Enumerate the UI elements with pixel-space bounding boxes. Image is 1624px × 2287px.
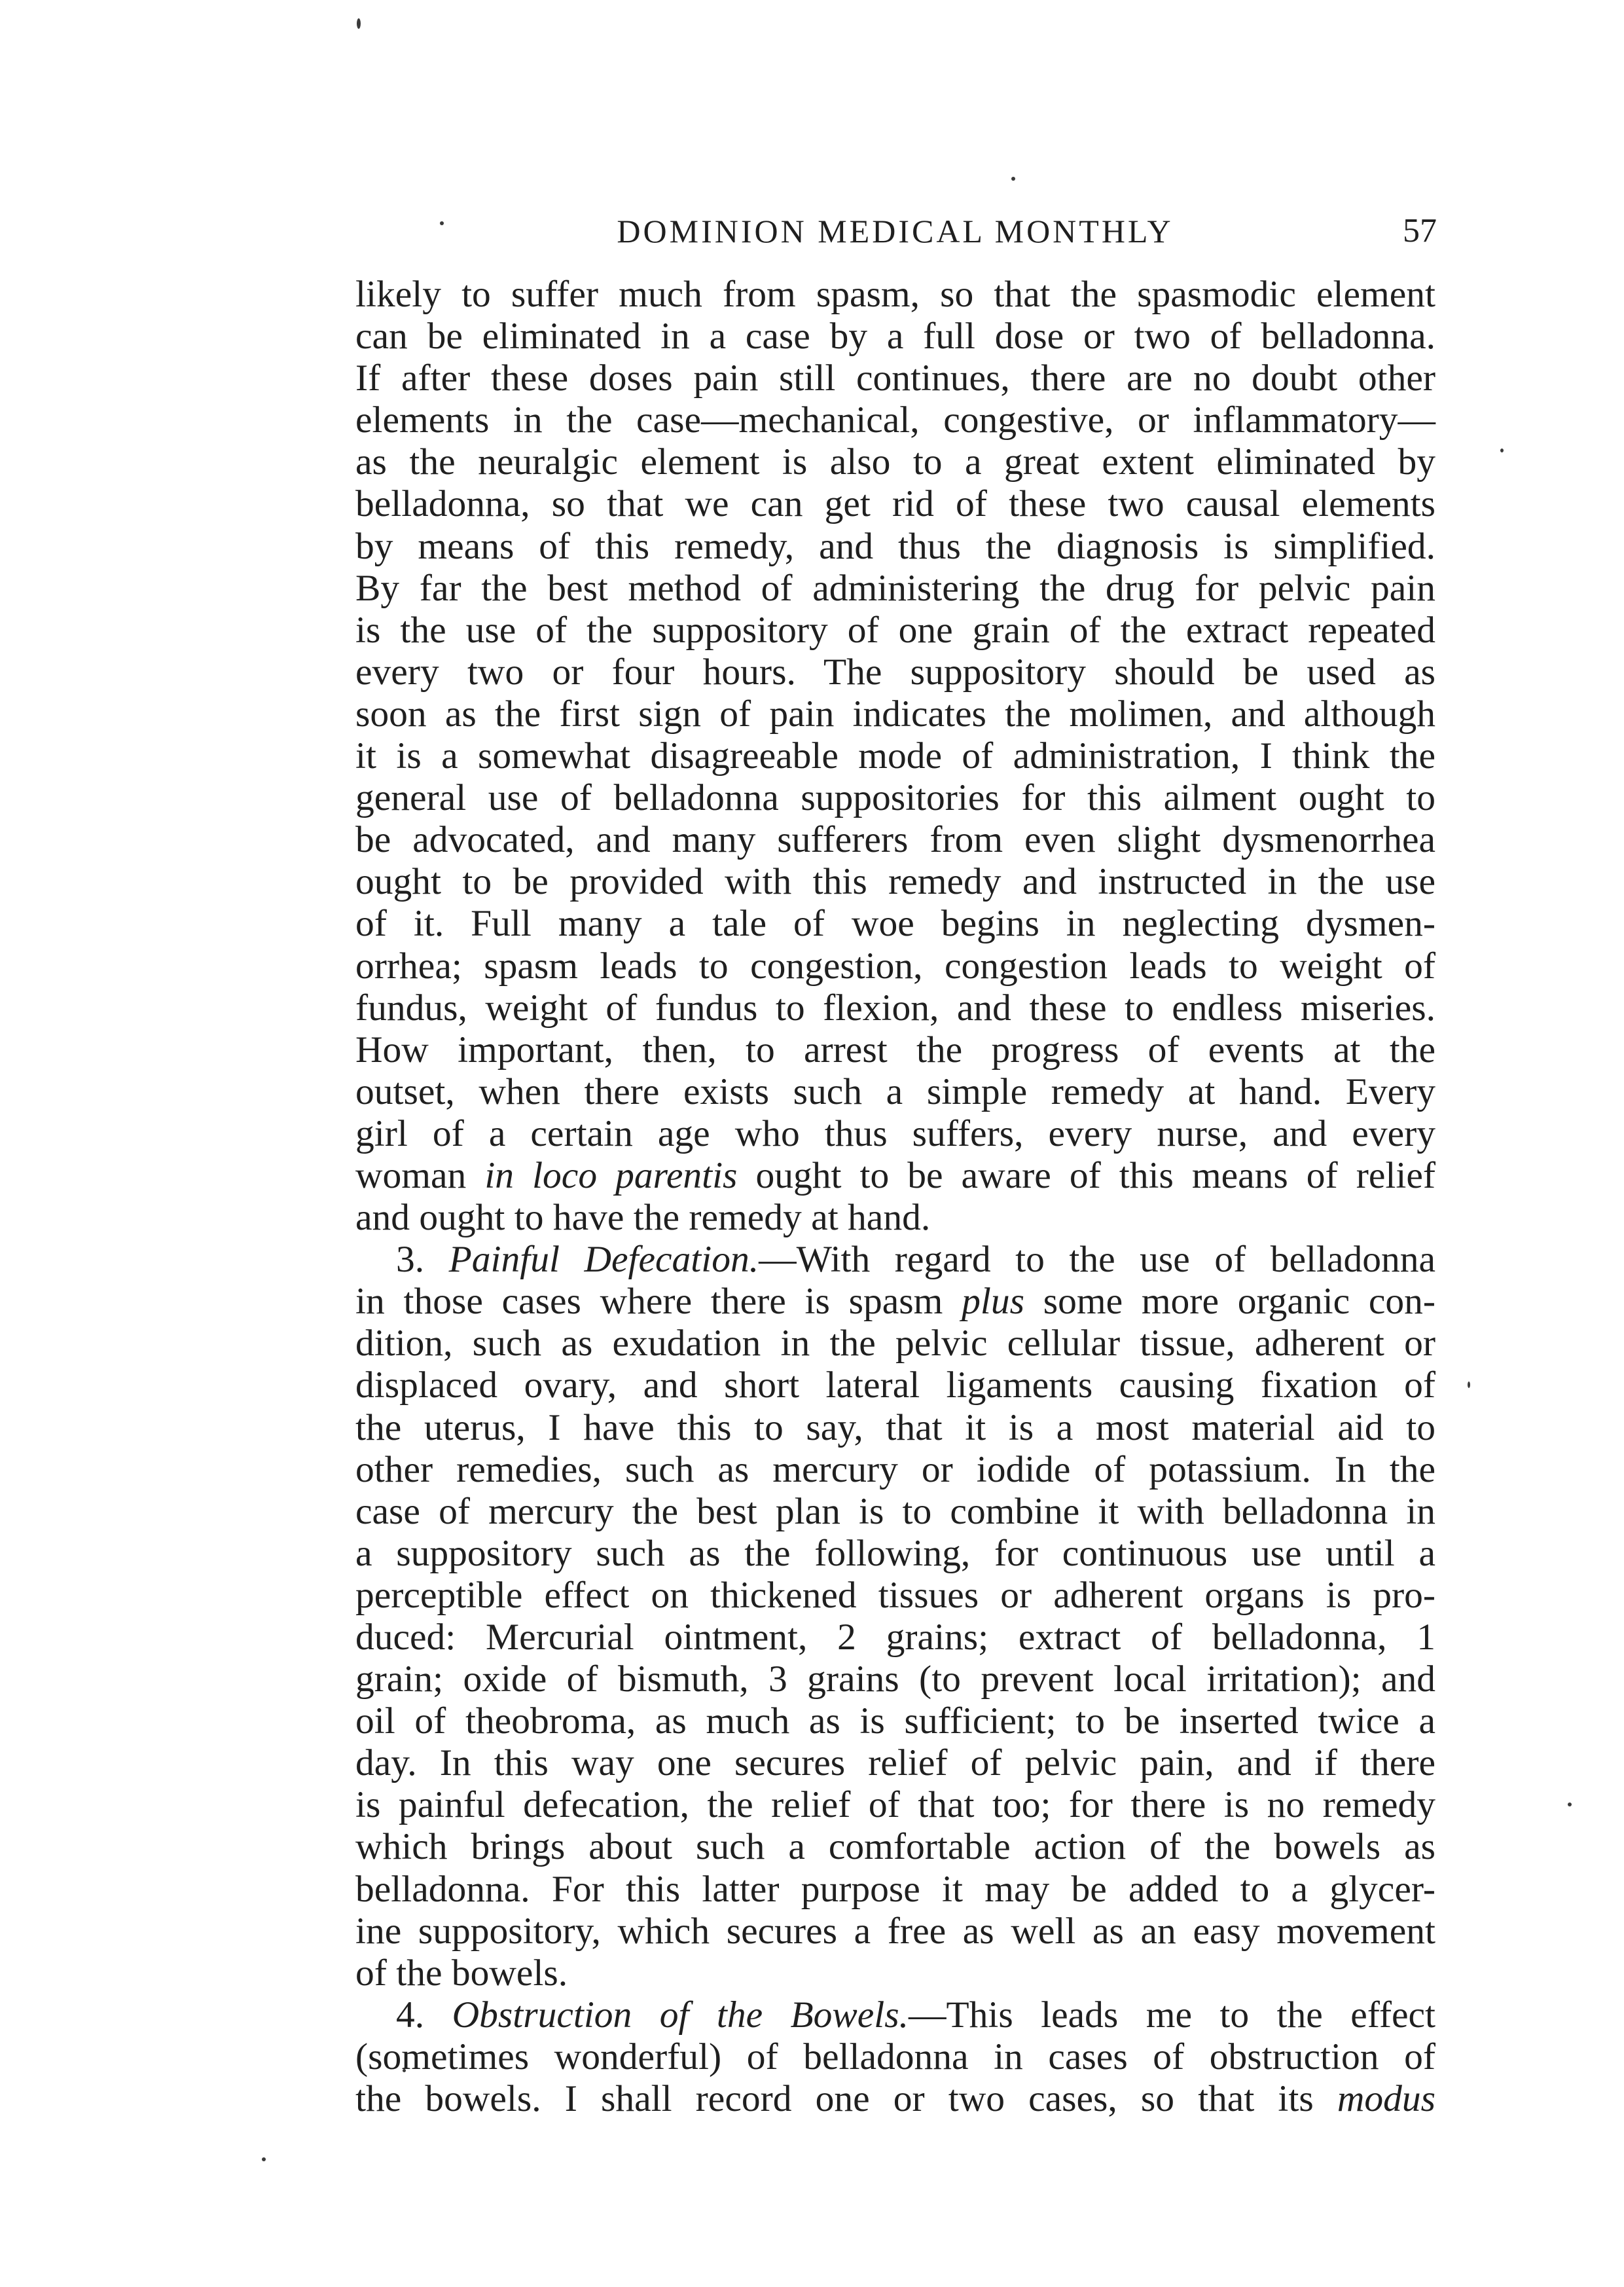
text-line: belladonna, so that we can get rid of these two causal elements [355, 483, 1435, 525]
section-title: Obstruction of the Bowels. [452, 1994, 909, 2036]
italic-word: plus [962, 1281, 1024, 1323]
line-text: —This leads me to the effect [909, 1994, 1436, 2036]
text-line: which brings about such a comfortable action of the bowels as [355, 1826, 1435, 1868]
text-line: other remedies, such as mercury or iodide of potassium. In the [355, 1448, 1435, 1490]
text-line: every two or four hours. The suppository should be used as [355, 651, 1435, 693]
text-line: outset, when there exists such a simple remedy at hand. Every [355, 1070, 1435, 1112]
text-line: girl of a certain age who thus suffers, every nurse, and every [355, 1112, 1435, 1154]
text-line [355, 1281, 1435, 1323]
text-line [355, 1155, 1435, 1197]
text-line [355, 2078, 1435, 2120]
text-line: grain; oxide of bismuth, 3 grains (to prevent local irritation); and [355, 1658, 1435, 1700]
page-header [353, 208, 1437, 254]
body-text [355, 274, 1435, 2120]
scan-speck [1011, 177, 1015, 181]
text-line: oil of theobroma, as much as is sufficient; to be inserted twice a [355, 1700, 1435, 1742]
scan-speck [1500, 448, 1504, 452]
line-text: ought to be aware of this means of relief [755, 1154, 1435, 1196]
text-line: and ought to have the remedy at hand. [355, 1197, 931, 1239]
text-line: of it. Full many a tale of woe begins in neglecting dysmen- [355, 903, 1435, 945]
text-line: is painful defecation, the relief of that too; for there is no remedy [355, 1784, 1435, 1826]
text-line: general use of belladonna suppositories for this ailment ought to [355, 777, 1435, 819]
page-number: 57 [1403, 212, 1437, 249]
line-text: some more organic con- [1043, 1281, 1436, 1323]
line-text: woman [355, 1154, 467, 1196]
text-line: case of mercury the best plan is to combine it with belladonna in [355, 1490, 1435, 1532]
line-text: —With regard to the use of belladonna [759, 1239, 1435, 1281]
section-heading-line [355, 1994, 1435, 2036]
text-line: likely to suffer much from spasm, so that the spasmodic element [355, 274, 1435, 315]
line-text: the bowels. I shall record one or two cases, so that its [355, 2078, 1314, 2120]
text-line: (sometimes wonderful) of belladonna in cases of obstruction of [355, 2036, 1435, 2077]
scan-speck [262, 2157, 266, 2161]
text-line: day. In this way one secures relief of pelvic pain, and if there [355, 1742, 1435, 1784]
text-line: elements in the case—mechanical, congestive, or inflammatory— [355, 399, 1435, 441]
text-line: fundus, weight of fundus to flexion, and these to endless miseries. [355, 987, 1435, 1029]
text-line: duced: Mercurial ointment, 2 grains; extract of belladonna, 1 [355, 1617, 1435, 1658]
text-line: By far the best method of administering the drug for pelvic pain [355, 567, 1435, 609]
text-line: as the neuralgic element is also to a great extent eliminated by [355, 441, 1435, 483]
text-line: soon as the first sign of pain indicates the molimen, and although [355, 693, 1435, 735]
scan-speck [1568, 1802, 1572, 1806]
section-heading-line [355, 1239, 1435, 1281]
running-title: DOMINION MEDICAL MONTHLY [617, 213, 1174, 249]
scan-speck [1468, 1381, 1470, 1388]
line-text: in those cases where there is spasm [355, 1281, 943, 1323]
section-title: Painful Defecation. [448, 1239, 759, 1281]
text-line: it is a somewhat disagreeable mode of administration, I think the [355, 735, 1435, 777]
text-line: How important, then, to arrest the progress of events at the [355, 1029, 1435, 1070]
text-line: displaced ovary, and short lateral ligaments causing fixation of [355, 1364, 1435, 1406]
text-line: dition, such as exudation in the pelvic cellular tissue, adherent or [355, 1323, 1435, 1364]
text-line: orrhea; spasm leads to congestion, congestion leads to weight of [355, 945, 1435, 987]
text-line: ine suppository, which secures a free as well as an easy movement [355, 1910, 1435, 1952]
text-line: is the use of the suppository of one grain of the extract repeated [355, 609, 1435, 651]
section-number: 3. [396, 1239, 425, 1281]
section-number: 4. [396, 1994, 425, 2036]
text-line: a suppository such as the following, for continuous use until a [355, 1532, 1435, 1574]
text-line: If after these doses pain still continues, there are no doubt other [355, 357, 1435, 399]
italic-word: modus [1337, 2078, 1435, 2120]
text-line: of the bowels. [355, 1952, 568, 1994]
text-line: by means of this remedy, and thus the diagnosis is simplified. [355, 525, 1435, 567]
text-line: ought to be provided with this remedy and instructed in the use [355, 861, 1435, 903]
text-line: the uterus, I have this to say, that it is a most material aid to [355, 1406, 1435, 1448]
scan-speck [357, 18, 361, 29]
text-line: belladonna. For this latter purpose it may be added to a glycer- [355, 1868, 1435, 1910]
text-line: can be eliminated in a case by a full dose or two of belladonna. [355, 316, 1435, 357]
italic-phrase: in loco parentis [484, 1154, 738, 1196]
text-line: perceptible effect on thickened tissues or adherent organs is pro- [355, 1574, 1435, 1616]
text-line: be advocated, and many sufferers from even slight dysmenorrhea [355, 819, 1435, 861]
